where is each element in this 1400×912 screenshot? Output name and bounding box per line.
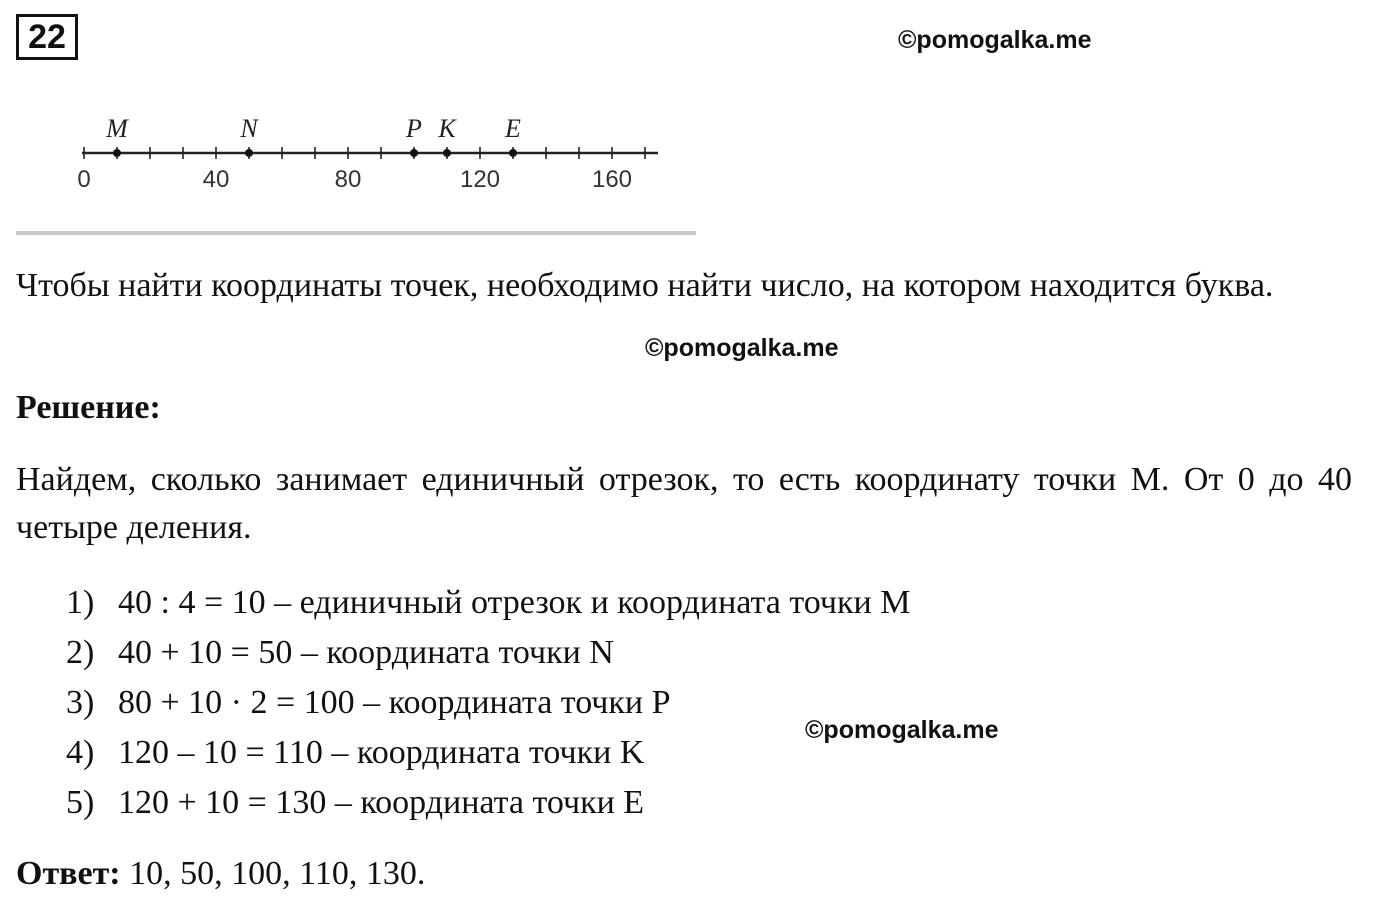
solution-steps	[66, 578, 910, 828]
point-label: N	[240, 114, 258, 143]
watermark: ©pomogalka.me	[645, 334, 839, 362]
answer-line	[16, 850, 425, 898]
step-item	[66, 778, 910, 828]
point-e	[509, 149, 517, 157]
step-text: 120 + 10 = 130 – координата точки E	[118, 784, 645, 821]
tick-label: 0	[77, 166, 91, 193]
point-label: E	[505, 114, 521, 143]
point-label: K	[438, 114, 456, 143]
step-number: 5)	[66, 784, 95, 821]
point-k	[443, 149, 451, 157]
step-text: 40 + 10 = 50 – координата точки N	[118, 634, 614, 671]
step-item	[66, 628, 910, 678]
step-item	[66, 728, 910, 778]
step-item	[66, 578, 910, 628]
number-line-figure	[16, 98, 696, 236]
step-number: 4)	[66, 734, 95, 771]
intro-text: Чтобы найти координаты точек, необходимо найти число, на котором находится буква.	[16, 267, 1274, 304]
solution-paragraph: Найдем, сколько занимает единичный отрезок, то есть координату точки M. От 0 до 40 четыре деления.	[16, 461, 1352, 546]
answer-value: 10, 50, 100, 110, 130.	[120, 855, 426, 892]
tick-label: 120	[459, 166, 501, 193]
step-number: 1)	[66, 584, 95, 621]
watermark: ©pomogalka.me	[805, 716, 999, 744]
tick-label: 40	[202, 166, 230, 193]
point-label: P	[406, 114, 422, 143]
point-n	[245, 149, 253, 157]
watermark: ©pomogalka.me	[898, 26, 1092, 54]
step-text: 40 : 4 = 10 – единичный отрезок и координата точки M	[118, 584, 911, 621]
point-m	[113, 149, 121, 157]
step-text: 80 + 10 · 2 = 100 – координата точки P	[118, 684, 671, 721]
step-text: 120 – 10 = 110 – координата точки K	[118, 734, 645, 771]
task-number: 22	[16, 14, 78, 60]
solution-heading: Решение:	[16, 389, 161, 426]
point-label: M	[106, 114, 128, 143]
tick-label: 80	[334, 166, 362, 193]
step-number: 2)	[66, 634, 95, 671]
answer-label: Ответ:	[16, 855, 121, 892]
tick-label: 160	[591, 166, 633, 193]
point-p	[410, 149, 418, 157]
step-item	[66, 678, 910, 728]
step-number: 3)	[66, 684, 95, 721]
number-line	[16, 98, 696, 236]
